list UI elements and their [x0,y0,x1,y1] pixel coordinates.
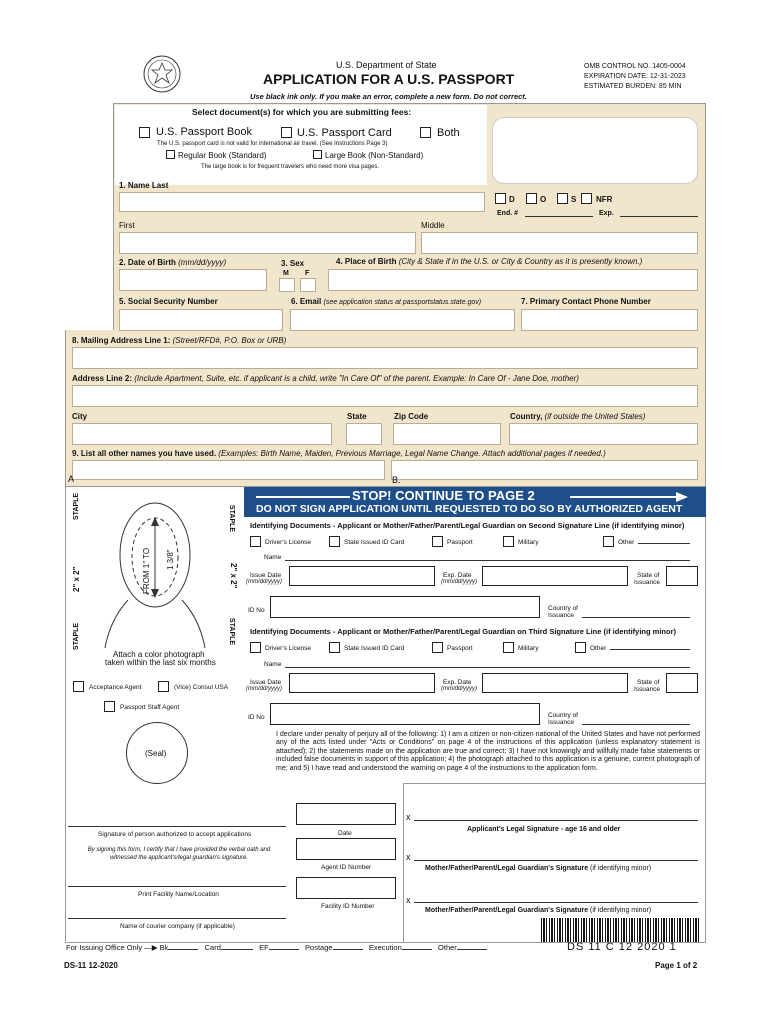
ssn-label: 5. Social Security Number [119,297,218,306]
department-name: U.S. Department of State [336,60,437,70]
card-label: Card [204,943,221,952]
arrow-head-icon [676,490,690,504]
execution-label: Execution [368,943,402,952]
other-label-3: Other [590,645,607,652]
mailing-address-label [72,336,286,345]
id-third-heading: Identifying Documents - Applicant or Mother/Father/Parent/Legal Guardian on Third Signature Line (if identifying minor) [250,627,676,636]
parent-sig-text-2: Mother/Father/Parent/Legal Guardian's Signature [425,865,589,872]
stop-banner [244,487,706,517]
sex-m-input[interactable] [279,278,295,292]
name-label-3: Name [264,661,282,668]
city-label: City [72,412,88,421]
other-name-a-label: A [68,474,75,484]
photo-size-label: 1 3/8" [166,549,175,570]
postage-label: Postage [305,943,333,952]
address-line2-label [72,374,579,383]
staff-agent-checkbox[interactable] [104,701,115,712]
id-no-label-2: ID No [248,607,265,614]
country-label [510,412,645,421]
applicant-signature-line[interactable] [414,820,698,821]
dob-input[interactable] [119,269,267,291]
s-label: S [571,195,577,204]
if-minor-3: (if identifying minor) [590,907,652,914]
military-checkbox-3[interactable] [503,642,514,653]
name-line-2[interactable] [285,560,690,561]
passport-book-checkbox[interactable] [139,127,150,138]
zip-input[interactable] [393,423,501,445]
issuance-label-3: Issuance [634,686,661,693]
ink-instruction: Use black ink only. If you make an error, complete a new form. Do not correct. [250,92,527,101]
id-no-input-2[interactable] [270,596,540,618]
nfr-checkbox[interactable] [581,193,592,204]
state-label: State [347,412,367,421]
acceptance-agent-checkbox[interactable] [73,681,84,692]
sex-m-label: M [283,270,289,277]
id-no-label-3: ID No [248,714,265,721]
sid-checkbox-2[interactable] [329,536,340,547]
exp-fmt-2: (mm/dd/yyyy) [441,579,477,585]
barcode [541,918,701,942]
exp-date-label-2: Exp. Date [443,572,472,579]
state-input[interactable] [346,423,382,445]
addr2-text: Address Line 2: [72,374,133,383]
passport-card-label: U.S. Passport Card [297,127,392,139]
photo-stamp-box [492,117,698,184]
form-id: DS-11 12-2020 [64,961,118,970]
regular-book-label: Regular Book (Standard) [178,151,267,160]
issue-date-input-2[interactable] [289,566,435,586]
other-name-a-input[interactable] [72,460,385,480]
city-input[interactable] [72,423,332,445]
d-label: D [509,195,515,204]
country-line-3[interactable] [582,724,690,725]
other-line-3[interactable] [610,649,690,650]
seal-label: (Seal) [145,749,167,758]
country-of-label-2: Country of [548,605,578,612]
sex-label: 3. Sex [281,259,305,268]
do-not-sign-text: DO NOT SIGN APPLICATION UNTIL REQUESTED TO DO SO BY AUTHORIZED AGENT [256,503,683,515]
sid-label-3: State Issued ID Card [344,645,405,652]
authorized-signature-line[interactable] [68,826,286,827]
issuing-label: For Issuing Office Only [66,943,143,952]
consul-label: (Vice) Consul USA [174,684,229,691]
exp-date-input-2[interactable] [482,566,628,586]
exp-fmt-3: (mm/dd/yyyy) [441,686,477,692]
name-label-2: Name [264,554,282,561]
date-input[interactable] [296,803,396,825]
military-label-2: Military [518,539,539,546]
size-left: 2" x 2" [72,566,81,592]
passport-card-checkbox[interactable] [281,127,292,138]
mailing-address-input[interactable] [72,347,698,369]
email-note: (see application status at passportstatus.state.gov) [323,299,482,306]
acceptance-agent-label: Acceptance Agent [89,684,142,691]
page-number: Page 1 of 2 [655,961,698,970]
sex-f-input[interactable] [300,278,316,292]
certify-text: By signing this form, I certify that I have provided the verbal oath and witnessed the applicant's/legal guardian's signature. [87,847,271,861]
omb-control: OMB CONTROL NO. 1405-0004 [584,63,686,70]
declaration-text: I declare under penalty of perjury all of the following: 1) I am a citizen or non-citizen national of the United States and have not performed any of the acts listed under "Acts or Conditions" on page 4 of the instructions of this application (unless explanatory statement is attached); 2) the statements made on the application are true and correct; 3) I have not knowingly and willfully made false statements or included false documents in support of this application; 4) the photograph attached to this application is a genuine, current photograph of me; and 5) I have read and understood the warning on page 4 of the instructions to the application form. [276,731,700,772]
other-fee-label: Other [438,943,457,952]
name-line-3[interactable] [285,667,690,668]
sig-x-1: x [406,812,411,822]
pob-text: 4. Place of Birth [336,257,397,266]
d-checkbox[interactable] [495,193,506,204]
dob-label [119,258,226,267]
pob-label [336,257,642,266]
sig-x-2: x [406,852,411,862]
passport-book-label: U.S. Passport Book [156,126,252,138]
dl-checkbox-2[interactable] [250,536,261,547]
country-input[interactable] [509,423,698,445]
email-label [291,297,481,307]
state-issuance-input-3[interactable] [666,673,698,693]
passport-checkbox-3[interactable] [432,642,443,653]
pob-note: (City & State if in the U.S. or City & Country as it is presently known.) [398,257,643,266]
other-names-note: (Examples: Birth Name, Maiden, Previous Marriage, Legal Name Change. Attach additional pages if needed.) [218,449,606,458]
military-label-3: Military [518,645,539,652]
agent-id-label: Agent ID Number [321,864,372,871]
sex-f-label: F [305,270,310,277]
attach-photo-text2: taken within the last six months [105,658,216,667]
state-department-seal [142,54,182,94]
passport-checkbox-2[interactable] [432,536,443,547]
estimated-burden: ESTIMATED BURDEN: 85 MIN [584,83,682,90]
dl-checkbox-3[interactable] [250,642,261,653]
staple-bottom-right: STAPLE [228,618,235,646]
sig-x-3: x [406,895,411,905]
other-names-text: 9. List all other names you have used. [72,449,217,458]
email-input[interactable] [290,309,515,331]
courier-label: Name of courier company (if applicable) [120,923,235,930]
regular-book-checkbox[interactable] [166,150,175,159]
large-book-label: Large Book (Non-Standard) [325,151,424,160]
pob-input[interactable] [328,269,698,291]
card-note: The U.S. passport card is not valid for international air travel. (See Instructions Page 3) [157,141,388,147]
military-checkbox-2[interactable] [503,536,514,547]
large-book-checkbox[interactable] [313,150,322,159]
country-line-2[interactable] [582,617,690,618]
last-name-input[interactable] [119,192,485,212]
id-second-heading: Identifying Documents - Applicant or Mother/Father/Parent/Legal Guardian on Second Signature Line (if identifying minor) [250,521,685,530]
ef-label: EF [259,943,269,952]
dob-text: 2. Date of Birth [119,258,176,267]
parent-signature-line-2[interactable] [414,860,698,861]
middle-name-input[interactable] [421,232,698,254]
country-text: Country, [510,412,543,421]
id-no-input-3[interactable] [270,703,540,725]
name-last-label: 1. Name Last [119,181,169,190]
middle-label: Middle [421,221,445,230]
facility-id-input[interactable] [296,877,396,899]
first-label: First [119,221,135,230]
date-label: Date [338,830,352,837]
exp-line[interactable] [620,216,698,217]
first-name-input[interactable] [119,232,416,254]
issue-fmt-2: (mm/dd/yyyy) [246,579,282,585]
dl-label-2: Driver's License [265,539,312,546]
stop-arrow-right-icon [570,496,682,498]
issuing-office-row [66,943,487,952]
large-book-note: The large book is for frequent travelers who need more visa pages. [201,164,380,170]
issue-date-label-3: Issue Date [250,679,282,686]
passport-label-2: Passport [447,539,473,546]
facility-id-label: Facility ID Number [321,903,375,910]
country-issuance-label-3: Issuance [548,719,575,726]
other-label-2: Other [618,539,635,546]
parent-signature-label-2 [425,864,651,873]
addr2-note: (Include Apartment, Suite, etc. if applicant is a child, write "In Care Of" of the parent. Example: In Care Of - Jane Doe, mother) [134,374,579,383]
agent-id-input[interactable] [296,838,396,860]
country-issuance-label-2: Issuance [548,612,575,619]
parent-sig-text-3: Mother/Father/Parent/Legal Guardian's Signature [425,907,589,914]
bk-label: Bk [159,943,169,952]
issue-fmt-3: (mm/dd/yyyy) [246,686,282,692]
exp-date-input-3[interactable] [482,673,628,693]
courier-line[interactable] [68,918,286,919]
end-label: End. # [497,210,519,217]
other-name-b-input[interactable] [391,460,698,480]
other-checkbox-2[interactable] [603,536,614,547]
state-issuance-input-2[interactable] [666,566,698,586]
email-text: 6. Email [291,297,322,306]
o-label: O [540,195,547,204]
photo-from-label: FROM 1" TO [142,547,151,594]
exp-label: Exp. [599,210,614,217]
consul-checkbox[interactable] [158,681,169,692]
sid-label-2: State Issued ID Card [344,539,405,546]
end-line[interactable] [525,216,593,217]
attach-photo-text: Attach a color photograph [113,650,205,659]
nfr-label: NFR [596,195,613,204]
s-checkbox[interactable] [557,193,568,204]
phone-input[interactable] [521,309,698,331]
mail1-text: 8. Mailing Address Line 1: [72,336,171,345]
both-checkbox[interactable] [420,127,431,138]
exp-date-label-3: Exp. Date [443,679,472,686]
phone-label: 7. Primary Contact Phone Number [521,297,651,306]
other-line-2[interactable] [638,543,690,544]
both-label: Both [437,127,460,139]
mail1-note: (Street/RFD#, P.O. Box or URB) [172,336,287,345]
head-silhouette-icon [100,500,210,650]
issuance-label-2: Issuance [634,579,661,586]
other-checkbox-3[interactable] [575,642,586,653]
o-checkbox[interactable] [526,193,537,204]
if-minor-2: (if identifying minor) [590,865,652,872]
staple-bottom-left: STAPLE [73,622,80,650]
parent-signature-label-3 [425,906,651,915]
stop-text: STOP! CONTINUE TO PAGE 2 [352,488,535,503]
dob-format: (mm/dd/yyyy) [178,258,227,267]
state-of-label-3: State of [637,679,660,686]
country-of-label-3: Country of [548,712,578,719]
parent-signature-line-3[interactable] [414,902,698,903]
authorized-signature-label: Signature of person authorized to accept applications [98,831,252,838]
arrow-right-icon: —▶ [144,943,158,952]
expiration-date: EXPIRATION DATE: 12-31-2023 [584,73,686,80]
stop-arrow-left [256,496,350,498]
staff-agent-label: Passport Staff Agent [120,704,180,711]
country-note: (if outside the United States) [544,412,646,421]
sid-checkbox-3[interactable] [329,642,340,653]
other-name-b-label: B. [392,475,401,485]
facility-name-line[interactable] [68,886,286,887]
passport-label-3: Passport [447,645,473,652]
other-names-label [72,449,606,458]
staple-top-right: STAPLE [228,505,235,533]
state-of-label-2: State of [637,572,660,579]
barcode-text: DS 11 C 12 2020 1 [567,941,677,953]
applicant-signature-label: Applicant's Legal Signature - age 16 and older [467,826,621,833]
doc-selection-heading: Select document(s) for which you are submitting fees: [192,107,412,117]
size-right: 2" x 2" [229,563,238,589]
ssn-input[interactable] [119,309,283,331]
dl-label-3: Driver's License [265,645,312,652]
facility-name-label: Print Facility Name/Location [138,891,219,898]
zip-label: Zip Code [394,412,429,421]
issue-date-input-3[interactable] [289,673,435,693]
form-title: APPLICATION FOR A U.S. PASSPORT [263,71,515,87]
staple-top-left: STAPLE [73,492,80,520]
issue-date-label-2: Issue Date [250,572,282,579]
address-line2-input[interactable] [72,385,698,407]
